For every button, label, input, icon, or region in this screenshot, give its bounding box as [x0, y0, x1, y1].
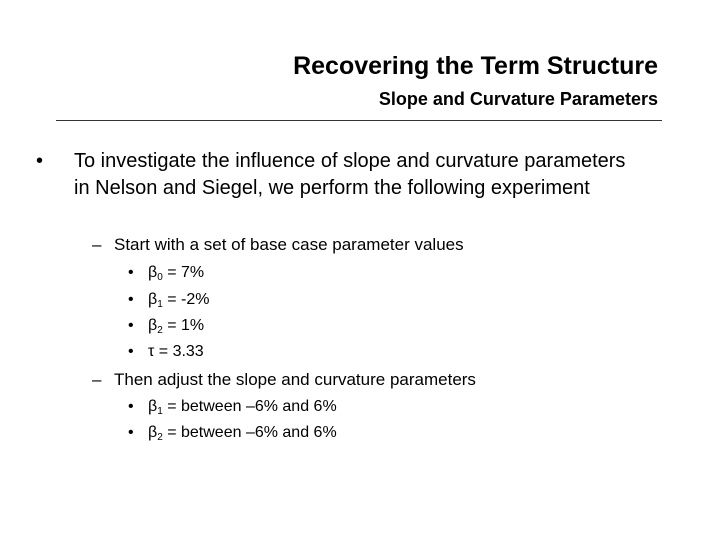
param-value: = 7%	[162, 264, 205, 281]
sub-bullet-marker: •	[128, 317, 134, 334]
param-subscript: 0	[157, 272, 163, 283]
param-beta2	[128, 317, 204, 336]
step-base-case	[92, 235, 464, 255]
step-adjust	[92, 370, 476, 390]
param-value: = between –6% and 6%	[162, 424, 337, 441]
param-symbol: β	[148, 398, 158, 415]
param-value: = -2%	[162, 291, 210, 308]
sub-bullet-marker: •	[128, 291, 134, 308]
main-bullet-text: To investigate the influence of slope and curvature parameters in Nelson and Siegel, we perform the following experiment	[74, 150, 626, 199]
sub-bullet-marker: •	[128, 424, 134, 441]
param-beta0	[128, 264, 204, 283]
title-divider	[56, 120, 662, 121]
param-subscript: 2	[157, 325, 163, 336]
param-beta1	[128, 291, 209, 310]
dash-marker: –	[92, 235, 102, 254]
main-bullet	[36, 148, 636, 202]
sub-bullet-marker: •	[128, 264, 134, 281]
param-value: = between –6% and 6%	[162, 398, 337, 415]
param-symbol: τ	[148, 343, 155, 360]
param-symbol: β	[148, 317, 158, 334]
bullet-marker: •	[36, 150, 44, 172]
param-symbol: β	[148, 424, 158, 441]
param-subscript: 2	[157, 432, 163, 443]
step-text: Start with a set of base case parameter values	[114, 235, 464, 254]
param-subscript: 1	[157, 406, 163, 417]
sub-bullet-marker: •	[128, 398, 134, 415]
param-value: = 1%	[162, 317, 205, 334]
range-beta1	[128, 398, 337, 417]
param-symbol: β	[148, 264, 158, 281]
param-tau	[128, 343, 204, 361]
slide-subtitle: Slope and Curvature Parameters	[378, 89, 658, 109]
param-value: = 3.33	[154, 343, 204, 360]
param-symbol: β	[148, 291, 158, 308]
sub-bullet-marker: •	[128, 343, 134, 360]
slide-title: Recovering the Term Structure	[293, 52, 658, 80]
param-subscript: 1	[157, 299, 163, 310]
dash-marker: –	[92, 370, 102, 389]
step-text: Then adjust the slope and curvature parameters	[114, 370, 476, 389]
range-beta2	[128, 424, 337, 443]
